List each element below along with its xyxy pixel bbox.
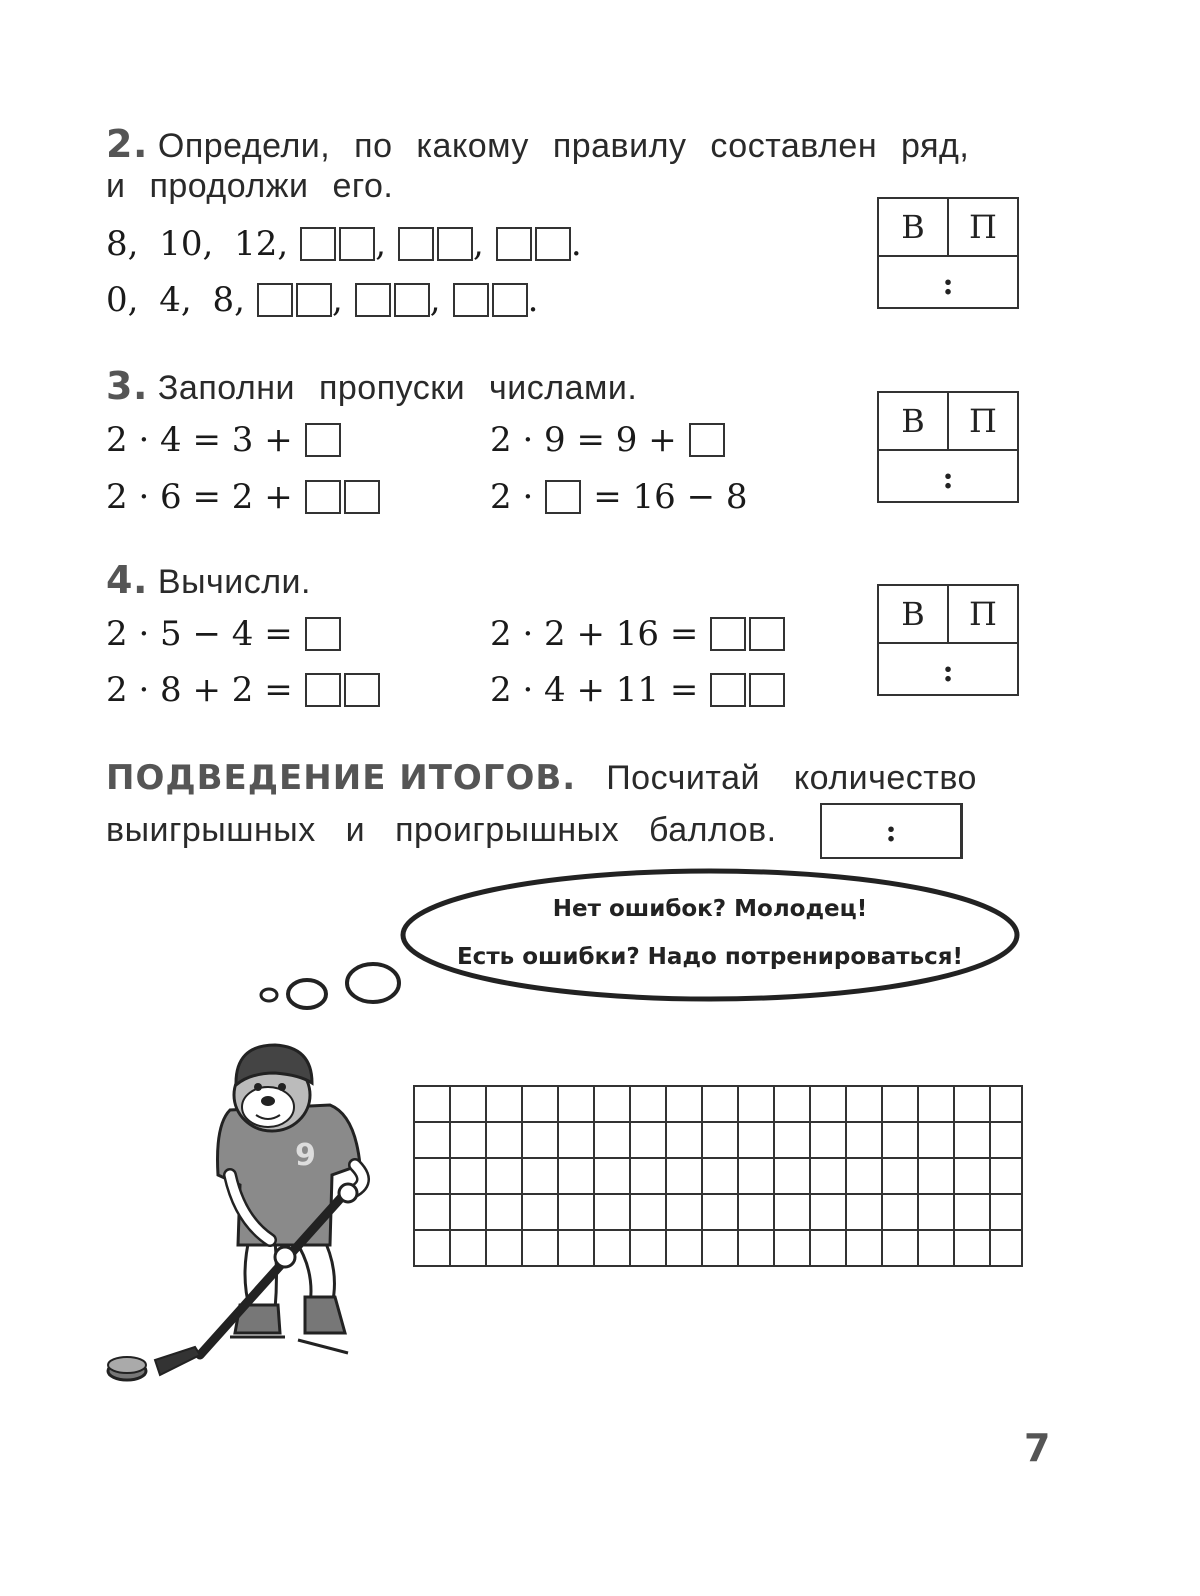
task3-heading	[106, 366, 637, 408]
bubble-line2: Есть ошибки? Надо потренироваться!	[456, 944, 964, 970]
task4-heading	[106, 560, 311, 602]
answer-box[interactable]	[296, 283, 332, 317]
answer-box[interactable]	[689, 423, 725, 457]
task2-heading	[106, 124, 969, 166]
score-win-label: В	[879, 199, 949, 255]
task4-eq2	[490, 614, 785, 654]
task4-eq4	[490, 670, 785, 710]
equation-text: 2 ·	[490, 477, 534, 517]
answer-box[interactable]	[437, 227, 473, 261]
task2-score-box[interactable]	[877, 197, 1019, 309]
equation-text: 2 · 9 = 9 +	[490, 420, 677, 460]
comma: ,	[375, 224, 387, 264]
task3-eq2	[490, 420, 725, 460]
task3-eq1	[106, 420, 341, 460]
equation-text: 2 · 6 = 2 +	[106, 477, 293, 517]
answer-box[interactable]	[305, 617, 341, 651]
summary-heading: ПОДВЕДЕНИЕ ИТОГОВ.	[106, 758, 577, 798]
task2-text-line1: Определи, по какому правилу составлен ряд,	[157, 127, 970, 165]
score-win-label: В	[879, 586, 949, 642]
summary-text-line1: Посчитай количество	[606, 759, 977, 797]
period: .	[570, 224, 582, 264]
answer-box[interactable]	[355, 283, 391, 317]
score-input[interactable]: :	[942, 266, 954, 302]
task2-row1	[106, 224, 582, 264]
answer-box[interactable]	[749, 673, 785, 707]
task4-eq3	[106, 670, 380, 710]
task4-eq1	[106, 614, 341, 654]
equation-text: 2 · 8 + 2 =	[106, 670, 293, 710]
comma: ,	[429, 280, 441, 320]
summary-line1	[106, 758, 977, 798]
answer-box[interactable]	[305, 673, 341, 707]
task2-text-line2: и продолжи его.	[106, 167, 394, 205]
answer-box[interactable]	[545, 480, 581, 514]
task4-text: Вычисли.	[157, 563, 311, 601]
answer-box[interactable]	[453, 283, 489, 317]
task2-row1-prefix: 8, 10, 12,	[106, 224, 289, 264]
score-input[interactable]: :	[942, 653, 954, 689]
answer-box[interactable]	[300, 227, 336, 261]
answer-box[interactable]	[496, 227, 532, 261]
score-input[interactable]: :	[942, 460, 954, 496]
summary-score-input[interactable]: :	[820, 803, 963, 859]
answer-box[interactable]	[398, 227, 434, 261]
answer-box[interactable]	[710, 617, 746, 651]
equation-text: 2 · 4 = 3 +	[106, 420, 293, 460]
equation-text: 2 · 2 + 16 =	[490, 614, 699, 654]
task2-number: 2.	[106, 122, 148, 166]
task3-score-box[interactable]	[877, 391, 1019, 503]
bubble-line1: Нет ошибок? Молодец!	[552, 896, 868, 922]
thought-bubble-icon	[250, 865, 1030, 1015]
answer-box[interactable]	[257, 283, 293, 317]
score-loss-label: П	[969, 595, 997, 633]
comma: ,	[331, 280, 343, 320]
task2-row2-prefix: 0, 4, 8,	[106, 280, 245, 320]
equation-text: 2 · 4 + 11 =	[490, 670, 699, 710]
task2-row2	[106, 280, 538, 320]
task4-number: 4.	[106, 558, 148, 602]
answer-box[interactable]	[344, 673, 380, 707]
task3-eq4	[490, 477, 748, 517]
answer-box[interactable]	[394, 283, 430, 317]
score-win-label: В	[879, 393, 949, 449]
period: .	[527, 280, 539, 320]
answer-box[interactable]	[492, 283, 528, 317]
answer-box[interactable]	[710, 673, 746, 707]
answer-box[interactable]	[749, 617, 785, 651]
page-number: 7	[1024, 1426, 1051, 1470]
score-loss-label: П	[969, 208, 997, 246]
task4-score-box[interactable]	[877, 584, 1019, 696]
summary-text-line2: выигрышных и проигрышных баллов.	[106, 811, 777, 849]
equation-text: 2 · 5 − 4 =	[106, 614, 293, 654]
jersey-number: 9	[295, 1138, 316, 1173]
answer-box[interactable]	[305, 480, 341, 514]
task3-eq3	[106, 477, 380, 517]
answer-box[interactable]	[344, 480, 380, 514]
task3-text: Заполни пропуски числами.	[157, 369, 638, 407]
equation-text: = 16 − 8	[593, 477, 748, 517]
task3-number: 3.	[106, 364, 148, 408]
hockey-player-dog-icon	[100, 1035, 400, 1395]
answer-box[interactable]	[305, 423, 341, 457]
comma: ,	[473, 224, 484, 264]
answer-box[interactable]	[339, 227, 375, 261]
answer-grid[interactable]	[413, 1085, 1023, 1267]
answer-box[interactable]	[535, 227, 571, 261]
score-loss-label: П	[969, 402, 997, 440]
